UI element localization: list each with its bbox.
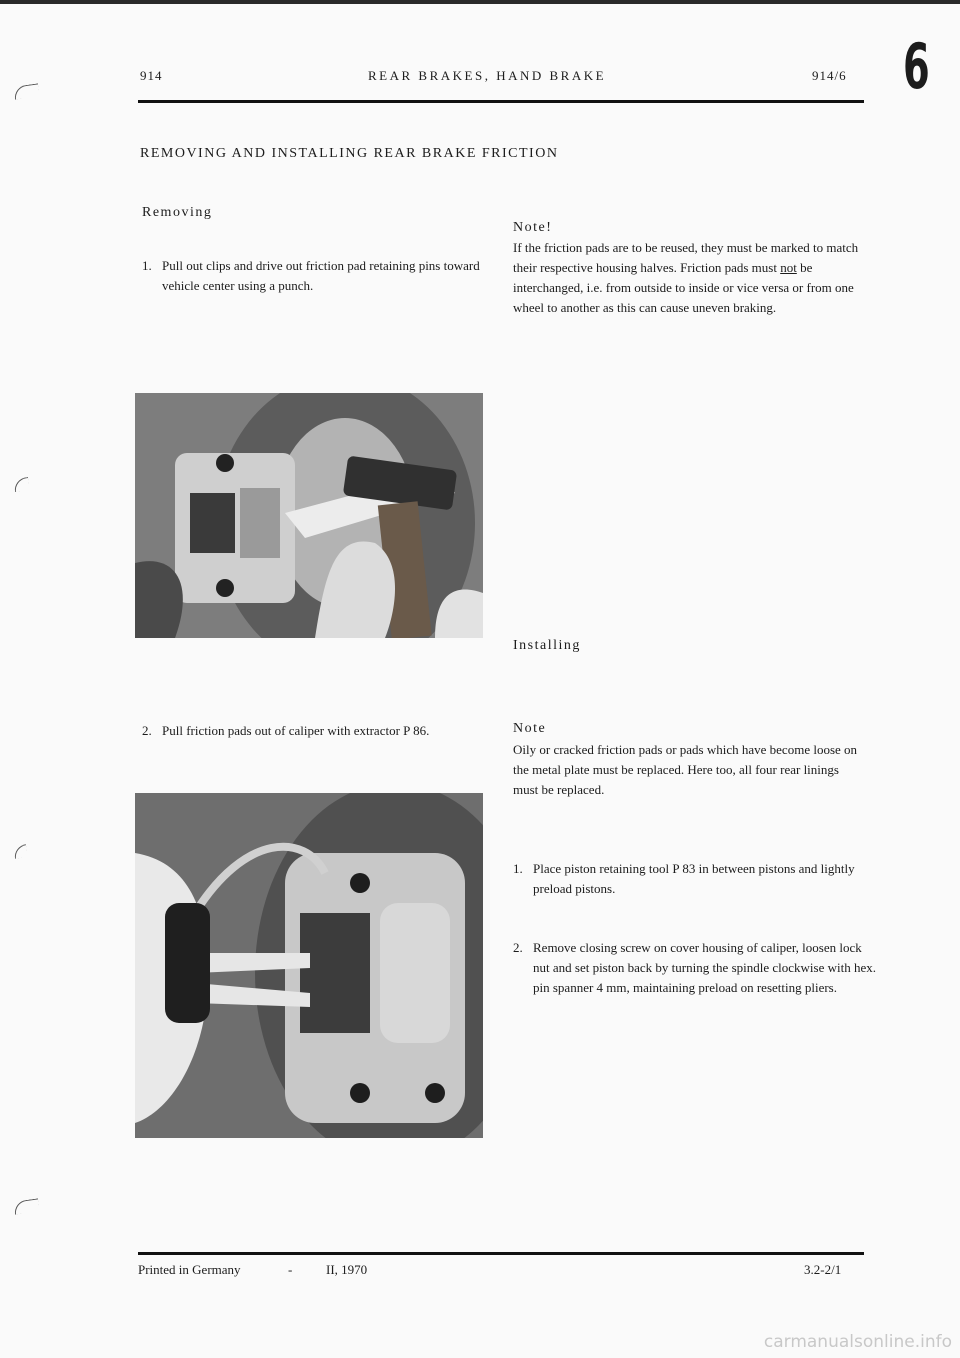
installing-step-2	[513, 938, 877, 998]
header-rule	[138, 100, 864, 103]
step-text: Place piston retaining tool P 83 in between pistons and lightly preload pistons.	[533, 861, 855, 896]
header-model: 914	[140, 68, 163, 83]
installing-heading: Installing	[513, 638, 581, 653]
margin-mark	[13, 83, 40, 99]
step-text: Pull friction pads out of caliper with extractor P 86.	[162, 723, 430, 738]
chapter-number: 6	[903, 30, 930, 103]
margin-mark	[13, 844, 28, 859]
note-line-2-start: Friction pads must	[680, 260, 781, 275]
step-number: 1.	[142, 258, 152, 273]
removing-step-1	[142, 256, 482, 296]
margin-mark	[13, 477, 30, 492]
page-title: REMOVING AND INSTALLING REAR BRAKE FRICTION	[140, 146, 559, 161]
step-number: 1.	[513, 861, 523, 876]
note-text	[513, 238, 863, 318]
header-section-title: REAR BRAKES, HAND BRAKE	[368, 68, 607, 83]
footer-date: II, 1970	[326, 1262, 368, 1277]
footer-dash: -	[288, 1262, 293, 1277]
step-number: 2.	[142, 723, 152, 738]
watermark: carmanualsonline.info	[763, 1332, 952, 1352]
step-number: 2.	[513, 940, 523, 955]
installing-note-heading: Note	[513, 721, 547, 736]
removing-step-2	[142, 721, 482, 741]
note-heading: Note!	[513, 220, 553, 235]
top-edge-bar	[0, 0, 960, 4]
step-text: Pull out clips and drive out friction pad retaining pins toward vehicle center using a punch.	[162, 258, 480, 293]
installing-step-1	[513, 859, 877, 899]
footer-printed: Printed in Germany	[138, 1262, 241, 1277]
note-line-2-end: be interchanged, i.e. from outside to inside or vice versa or from one wheel to another as this can cause uneven braking.	[513, 260, 854, 315]
header-model-variant: 914/6	[812, 68, 847, 83]
removing-heading: Removing	[142, 205, 213, 220]
installing-note-text: Oily or cracked friction pads or pads which have become loose on the metal plate must be replaced. Here too, all four rear linings must be replaced.	[513, 742, 858, 797]
photo-driving-out-pins	[135, 393, 483, 638]
footer-page-number: 3.2-2/1	[804, 1262, 842, 1277]
step-text: Remove closing screw on cover housing of caliper, loosen lock nut and set piston back by turning the spindle clockwise with hex. pin spanner 4 mm, maintaining preload on resetting pliers.	[533, 940, 876, 995]
note-line-1: If the friction pads are to be reused, they must be marked to match their respective housing halves.	[513, 240, 859, 275]
footer-rule	[138, 1252, 864, 1255]
photo-pulling-pads-with-extractor	[135, 793, 483, 1138]
margin-mark	[13, 1198, 40, 1214]
note-emphasis-not: not	[780, 260, 797, 275]
